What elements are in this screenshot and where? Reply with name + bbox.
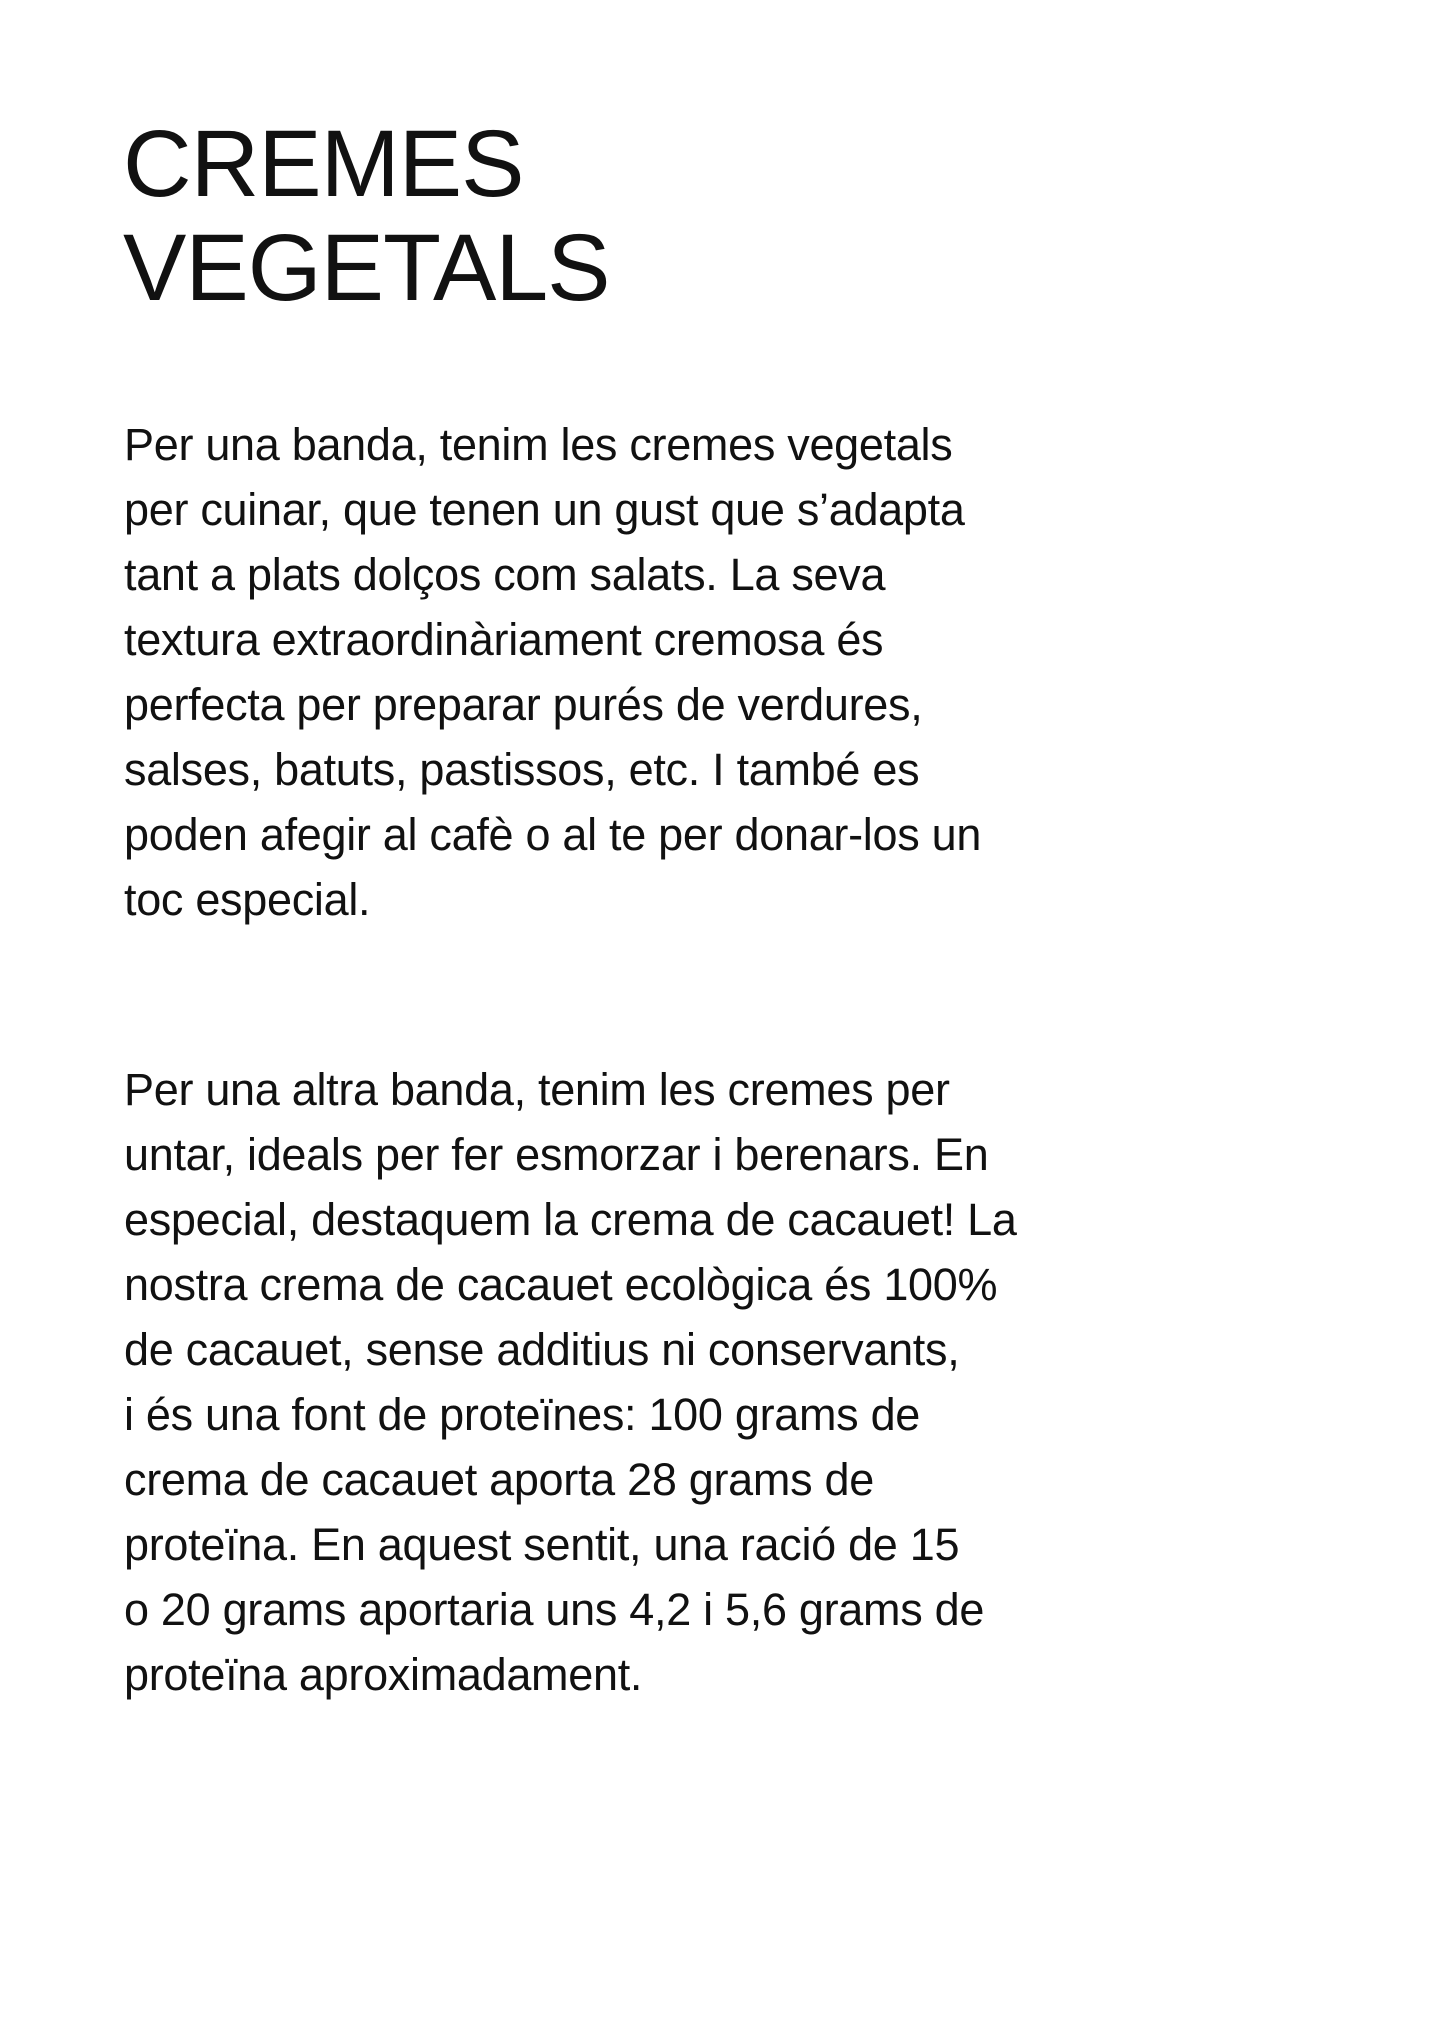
paragraph-line: toc especial. (124, 874, 371, 925)
paragraph-line: proteïna aproximadament. (124, 1649, 643, 1700)
page-title (123, 112, 610, 320)
paragraph-line: nostra crema de cacauet ecològica és 100% (124, 1259, 998, 1310)
title-line: CREMES (123, 111, 524, 217)
paragraph-line: de cacauet, sense additius ni conservants, (124, 1324, 960, 1375)
paragraph-line: i és una font de proteïnes: 100 grams de (124, 1389, 921, 1440)
paragraph-line: poden afegir al cafè o al te per donar-los un (124, 809, 982, 860)
paragraph-line: crema de cacauet aporta 28 grams de (124, 1454, 874, 1505)
paragraph-line: textura extraordinàriament cremosa és (124, 614, 884, 665)
paragraph-line: especial, destaquem la crema de cacauet! La (124, 1194, 1017, 1245)
paragraph-line: o 20 grams aportaria uns 4,2 i 5,6 grams de (124, 1584, 985, 1635)
paragraph-line: per cuinar, que tenen un gust que s’adapta (124, 484, 965, 535)
paragraph-line: salses, batuts, pastissos, etc. I també es (124, 744, 920, 795)
paragraph-plant-creams-cooking (124, 412, 981, 932)
paragraph-line: Per una altra banda, tenim les cremes per (124, 1064, 950, 1115)
title-line: VEGETALS (123, 215, 610, 321)
paragraph-spreads-peanut-butter (124, 1057, 1017, 1707)
paragraph-line: untar, ideals per fer esmorzar i berenars. En (124, 1129, 989, 1180)
paragraph-line: Per una banda, tenim les cremes vegetals (124, 419, 953, 470)
paragraph-line: proteïna. En aquest sentit, una ració de 15 (124, 1519, 960, 1570)
paragraph-line: tant a plats dolços com salats. La seva (124, 549, 886, 600)
paragraph-line: perfecta per preparar purés de verdures, (124, 679, 923, 730)
